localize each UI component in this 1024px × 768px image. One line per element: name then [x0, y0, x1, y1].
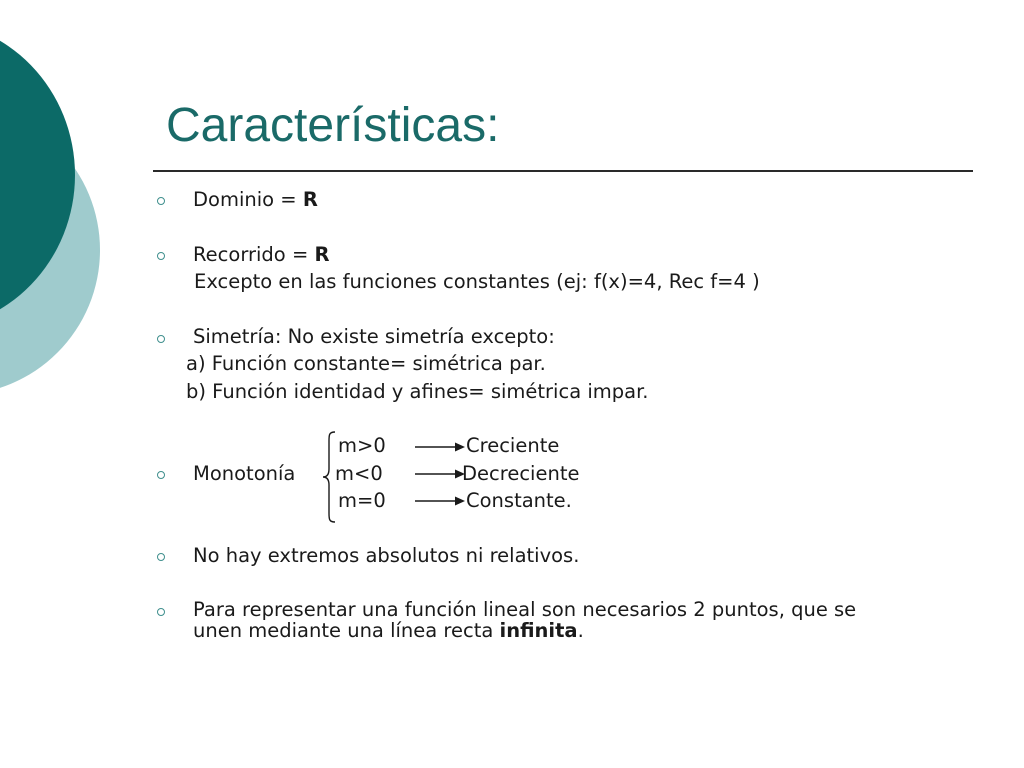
- recorrido-note: Excepto en las funciones constantes (ej: f(x)=4, Rec f=4 ): [194, 270, 760, 293]
- monotonia-condition-3: m=0: [338, 489, 386, 512]
- monotonia-result-2: Decreciente: [462, 462, 580, 485]
- bullet-icon: [157, 335, 165, 343]
- representar-line2: [193, 621, 584, 641]
- representar-line2-suffix: .: [577, 619, 584, 642]
- representar-line1: Para representar una función lineal son necesarios 2 puntos, que se: [193, 598, 857, 621]
- simetria-item-b: b) Función identidad y afines= simétrica impar.: [186, 380, 649, 403]
- representar-emphasis: infinita: [499, 619, 578, 642]
- bullet-icon: [157, 252, 165, 260]
- bullet-dominio: [193, 189, 318, 211]
- arrow-right-icon: [414, 467, 466, 481]
- arrow-right-icon: [414, 440, 466, 454]
- arrow-right-icon: [414, 494, 466, 508]
- dominio-value: R: [302, 188, 318, 211]
- simetria-label: Simetría: No existe simetría excepto:: [193, 325, 555, 348]
- title-divider: [153, 170, 973, 172]
- bullet-icon: [157, 471, 165, 479]
- bullet-recorrido: [193, 244, 330, 266]
- bullet-icon: [157, 553, 165, 561]
- monotonia-label: Monotonía: [193, 462, 296, 485]
- monotonia-condition-1: m>0: [338, 434, 386, 457]
- extremos-text: No hay extremos absolutos ni relativos.: [193, 544, 580, 567]
- monotonia-result-3: Constante.: [466, 489, 572, 512]
- simetria-item-a: a) Función constante= simétrica par.: [186, 352, 546, 375]
- recorrido-value: R: [314, 243, 330, 266]
- monotonia-result-1: Creciente: [466, 434, 560, 457]
- recorrido-label: Recorrido =: [193, 243, 315, 266]
- bullet-icon: [157, 197, 165, 205]
- dominio-label: Dominio =: [193, 188, 303, 211]
- representar-line2-prefix: unen mediante una línea recta: [193, 619, 500, 642]
- slide-title: Características:: [166, 99, 500, 152]
- bullet-icon: [157, 608, 165, 616]
- monotonia-condition-2: m<0: [335, 462, 383, 485]
